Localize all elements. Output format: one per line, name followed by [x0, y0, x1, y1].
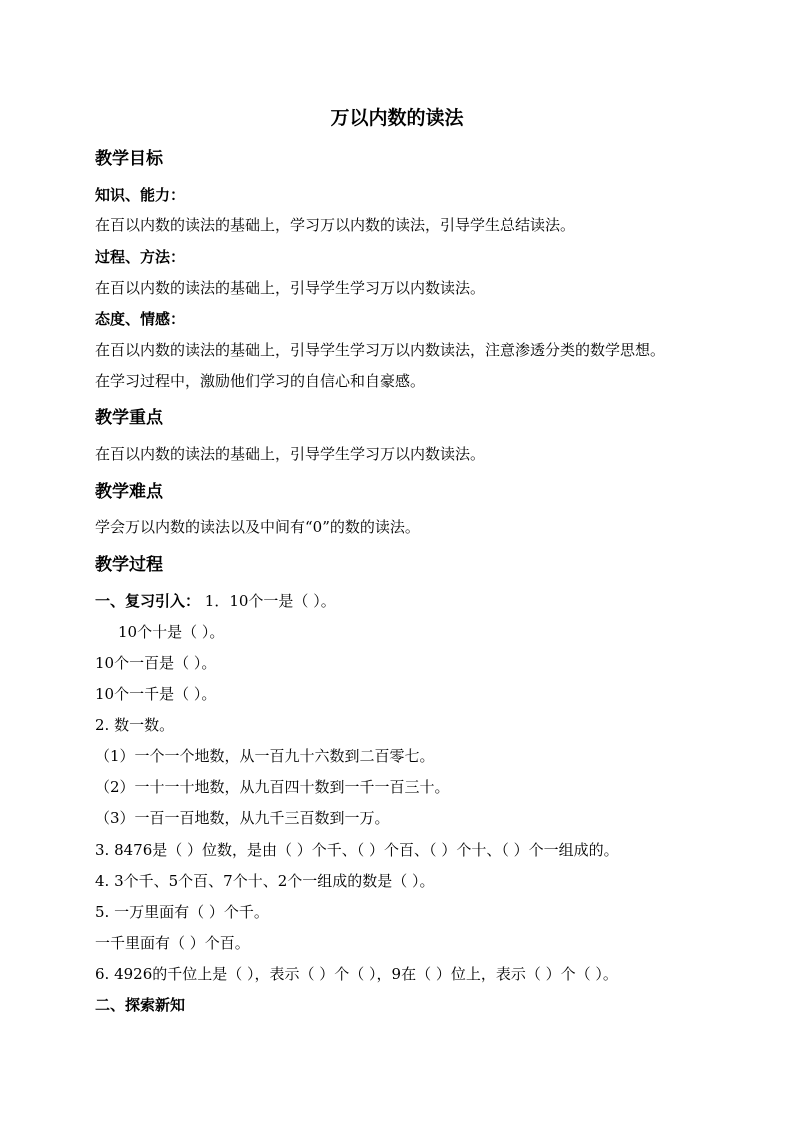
- review-hundreds-line: 10个一百是（ ）。: [95, 654, 217, 672]
- review-thousands-line: 10个一千是（ ）。: [95, 685, 217, 703]
- question-2-3: （3）一百一百地数，从九千三百数到一万。: [95, 809, 390, 827]
- review-line: [95, 591, 336, 611]
- process-method-label: 过程、方法：: [95, 248, 186, 266]
- difficulties-text: 学会万以内数的读法以及中间有“0”的数的读法。: [95, 518, 420, 536]
- attitude-text-2: 在学习过程中，激励他们学习的自信心和自豪感。: [95, 372, 426, 390]
- knowledge-text: 在百以内数的读法的基础上，学习万以内数的读法，引导学生总结读法。: [95, 216, 576, 234]
- difficulties-heading: 教学难点: [95, 482, 163, 502]
- attitude-text-1: 在百以内数的读法的基础上，引导学生学习万以内数读法，注意渗透分类的数学思想。: [95, 341, 666, 359]
- document-title: 万以内数的读法: [330, 107, 464, 129]
- knowledge-label: 知识、能力：: [95, 186, 186, 204]
- question-2-1: （1）一个一个地数，从一百九十六数到二百零七。: [95, 747, 435, 765]
- question-2-2: （2）一十一十地数，从九百四十数到一千一百三十。: [95, 778, 450, 796]
- question-6: 6. 4926的千位上是（ ），表示（ ）个（ ），9在（ ）位上，表示（ ）个（ ）。: [95, 965, 618, 983]
- review-label: 一、复习引入：: [95, 592, 201, 610]
- review-question-1: 1．10个一是（ ）。: [204, 592, 336, 610]
- question-4: 4. 3个千、5个百、7个十、2个一组成的数是（ ）。: [95, 872, 435, 890]
- key-points-heading: 教学重点: [95, 408, 163, 428]
- review-tens-line: 10个十是（ ）。: [118, 623, 225, 641]
- teaching-process-heading: 教学过程: [95, 555, 163, 575]
- attitude-label: 态度、情感：: [95, 310, 186, 328]
- objectives-heading: 教学目标: [95, 149, 163, 169]
- question-5: 5. 一万里面有（ ）个千。: [95, 903, 269, 921]
- question-3: 3. 8476是（ ）位数，是由（ ）个千、（ ）个百、（ ）个十、（ ）个一组成的。: [95, 841, 619, 859]
- question-5-b: 一千里面有（ ）个百。: [95, 934, 250, 952]
- key-points-text: 在百以内数的读法的基础上，引导学生学习万以内数读法。: [95, 445, 486, 463]
- explore-label: 二、探索新知: [95, 996, 186, 1014]
- process-method-text: 在百以内数的读法的基础上，引导学生学习万以内数读法。: [95, 279, 486, 297]
- question-2: 2. 数一数。: [95, 716, 175, 734]
